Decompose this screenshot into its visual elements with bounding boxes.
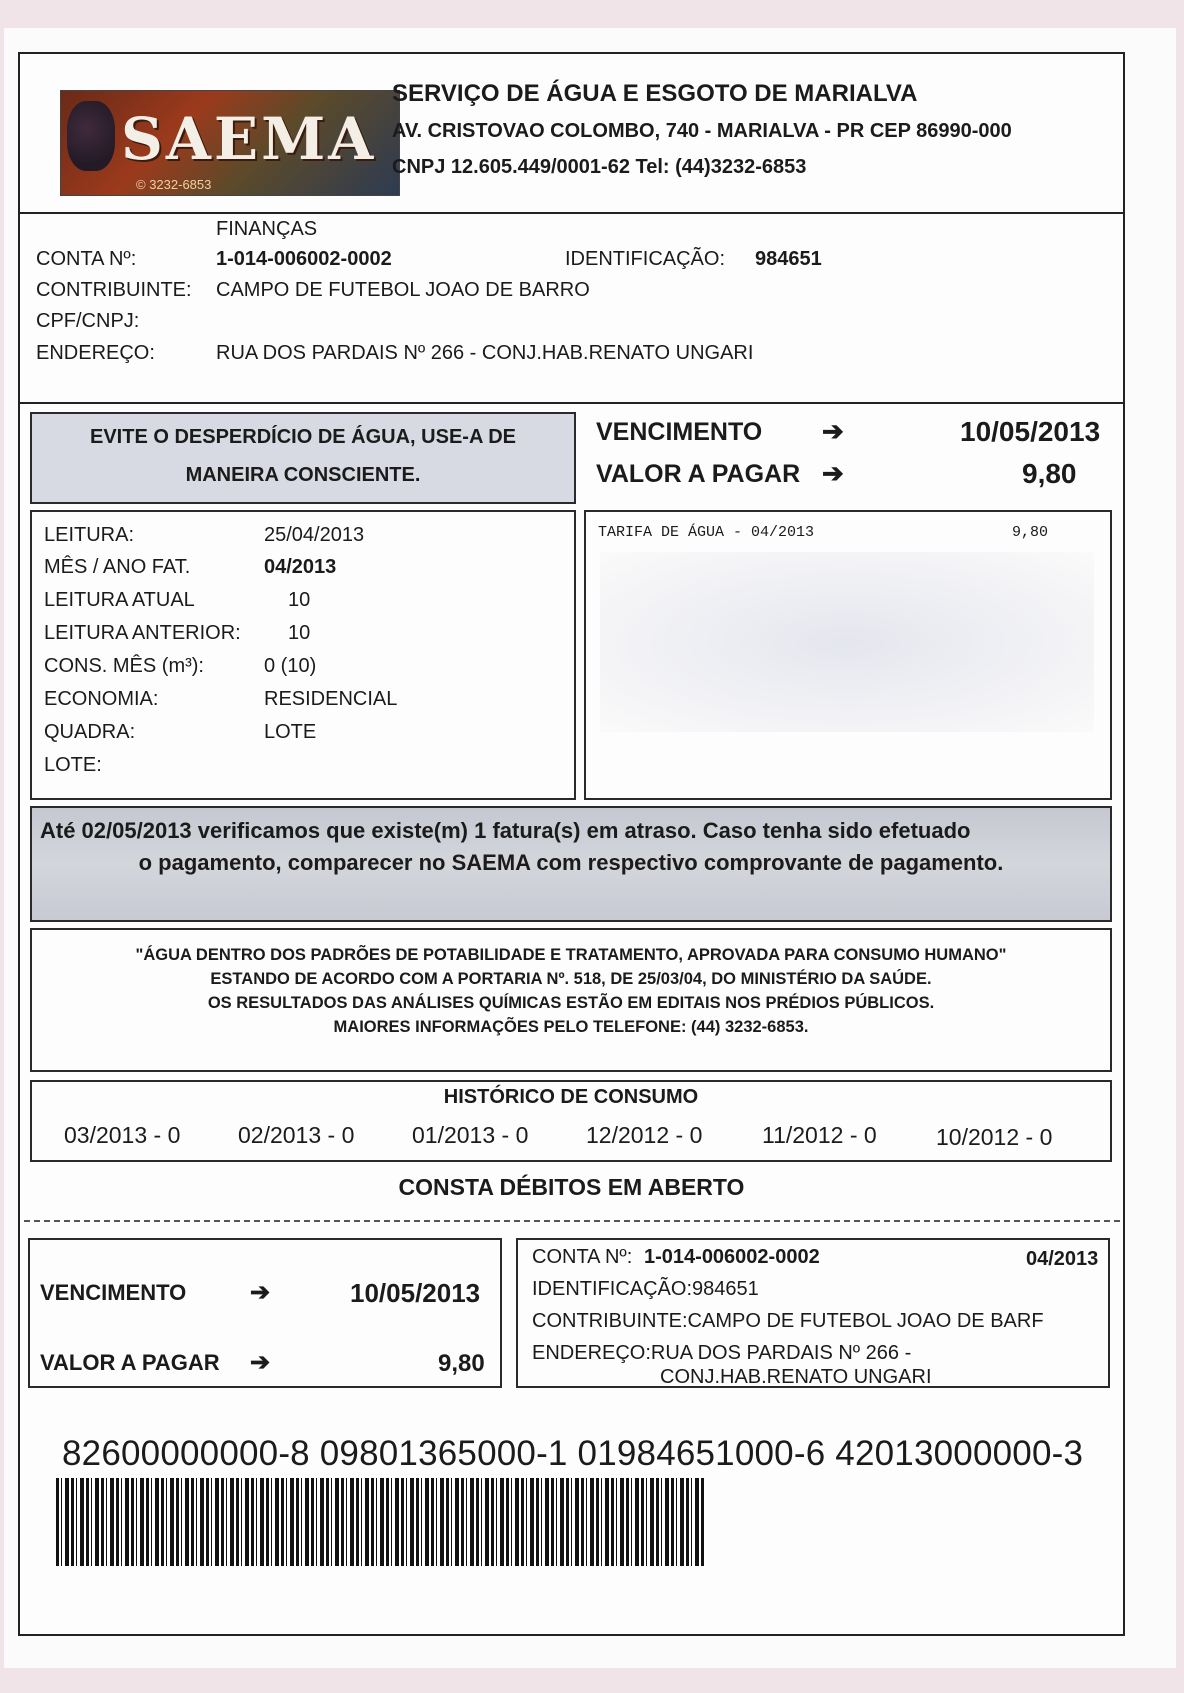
account-divider xyxy=(20,402,1123,404)
identificacao-value: 984651 xyxy=(755,248,822,270)
cut-line xyxy=(24,1220,1120,1222)
company-cnpj: CNPJ 12.605.449/0001-62 Tel: (44)3232-6853 xyxy=(392,156,807,178)
reading-label-5: ECONOMIA: xyxy=(44,688,159,710)
reading-value-0: 25/04/2013 xyxy=(264,524,365,546)
stub-conta-period: 04/2013 xyxy=(1026,1248,1099,1270)
debts-notice: CONSTA DÉBITOS EM ABERTO xyxy=(398,1174,745,1200)
conta-value: 1-014-006002-0002 xyxy=(216,248,392,270)
vencimento-value: 10/05/2013 xyxy=(960,416,1101,447)
valor-value: 9,80 xyxy=(1022,458,1077,489)
stub-conta-label: CONTA Nº: xyxy=(532,1246,633,1268)
endereco-value: RUA DOS PARDAIS Nº 266 - CONJ.HAB.RENATO UNGARI xyxy=(216,342,754,364)
reading-value-6: LOTE xyxy=(264,721,317,743)
vencimento-label: VENCIMENTO xyxy=(596,418,763,446)
endereco-label: ENDEREÇO: xyxy=(36,342,155,364)
consumption-history-box xyxy=(30,1080,1112,1162)
financas-label: FINANÇAS xyxy=(216,218,318,240)
tariff-box xyxy=(584,510,1112,800)
stub-identificacao: IDENTIFICAÇÃO:984651 xyxy=(532,1278,759,1300)
reading-label-7: LOTE: xyxy=(44,754,102,776)
overdue-line2: o pagamento, comparecer no SAEMA com respectivo comprovante de pagamento. xyxy=(138,850,1004,875)
history-item-2: 01/2013 - 0 xyxy=(412,1122,529,1148)
stub-vencimento-value: 10/05/2013 xyxy=(350,1278,481,1308)
quality-line2: ESTANDO DE ACORDO COM A PORTARIA Nº. 518, DE 25/03/04, DO MINISTÉRIO DA SAÚDE. xyxy=(210,970,932,988)
identificacao-label: IDENTIFICAÇÃO: xyxy=(565,248,726,270)
overdue-notice xyxy=(30,806,1112,922)
reading-value-3: 10 xyxy=(288,622,311,644)
stub-payment-box xyxy=(28,1238,502,1388)
valor-arrow-icon: ➔ xyxy=(822,458,844,488)
company-name: SERVIÇO DE ÁGUA E ESGOTO DE MARIALVA xyxy=(392,80,918,107)
reading-label-3: LEITURA ANTERIOR: xyxy=(44,622,241,644)
stub-endereco-line2: CONJ.HAB.RENATO UNGARI xyxy=(660,1366,932,1388)
logo-text: SAEMA xyxy=(121,105,377,173)
saema-logo xyxy=(60,90,400,196)
history-title: HISTÓRICO DE CONSUMO xyxy=(443,1086,699,1108)
barcode-number: 82600000000-8 09801365000-1 01984651000-6 42013000000-3 xyxy=(62,1434,1084,1473)
reading-label-2: LEITURA ATUAL xyxy=(44,589,195,611)
reading-label-4: CONS. MÊS (m³): xyxy=(44,655,204,677)
stub-account-box xyxy=(516,1238,1110,1388)
history-item-4: 11/2012 - 0 xyxy=(762,1122,877,1148)
logo-phone: © 3232-6853 xyxy=(136,177,212,192)
tariff-value: 9,80 xyxy=(1012,524,1049,541)
stub-valor-label: VALOR A PAGAR xyxy=(40,1350,220,1375)
reading-value-2: 10 xyxy=(288,589,311,611)
header-divider xyxy=(20,212,1123,214)
reading-label-0: LEITURA: xyxy=(44,524,135,546)
waste-notice-line1: EVITE O DESPERDÍCIO DE ÁGUA, USE-A DE xyxy=(90,426,516,448)
barcode xyxy=(56,1478,706,1566)
waste-notice-line2: MANEIRA CONSCIENTE. xyxy=(185,464,421,486)
vencimento-arrow-icon: ➔ xyxy=(822,416,844,446)
reading-box xyxy=(30,510,576,800)
company-address: AV. CRISTOVAO COLOMBO, 740 - MARIALVA - PR CEP 86990-000 xyxy=(392,120,1012,142)
water-quality-box xyxy=(30,928,1112,1072)
stub-endereco-line1: ENDEREÇO:RUA DOS PARDAIS Nº 266 - xyxy=(532,1342,912,1364)
watermark-image xyxy=(600,552,1094,732)
reading-label-6: QUADRA: xyxy=(44,721,136,743)
contribuinte-label: CONTRIBUINTE: xyxy=(36,279,192,301)
reading-value-4: 0 (10) xyxy=(264,655,317,677)
reading-value-1: 04/2013 xyxy=(264,556,337,578)
quality-line1: "ÁGUA DENTRO DOS PADRÕES DE POTABILIDADE E TRATAMENTO, APROVADA PARA CONSUMO HUMANO" xyxy=(135,946,1007,964)
history-item-0: 03/2013 - 0 xyxy=(64,1122,181,1148)
stub-conta-value: 1-014-006002-0002 xyxy=(644,1246,820,1268)
reading-label-1: MÊS / ANO FAT. xyxy=(44,556,191,578)
conta-label: CONTA Nº: xyxy=(36,248,137,270)
stub-valor-value: 9,80 xyxy=(438,1350,485,1377)
reading-value-5: RESIDENCIAL xyxy=(264,688,398,710)
stub-vencimento-arrow-icon: ➔ xyxy=(250,1279,271,1306)
tariff-label: TARIFA DE ÁGUA - 04/2013 xyxy=(598,524,815,541)
quality-line4: MAIORES INFORMAÇÕES PELO TELEFONE: (44) 3232-6853. xyxy=(333,1018,809,1036)
stub-vencimento-label: VENCIMENTO xyxy=(40,1280,187,1305)
history-item-3: 12/2012 - 0 xyxy=(586,1122,703,1148)
grapes-icon xyxy=(67,101,115,171)
bill-frame xyxy=(18,52,1125,1636)
history-item-5: 10/2012 - 0 xyxy=(936,1124,1053,1150)
cpf-label: CPF/CNPJ: xyxy=(36,310,140,332)
waste-notice-box xyxy=(30,412,576,504)
quality-line3: OS RESULTADOS DAS ANÁLISES QUÍMICAS ESTÃO EM EDITAIS NOS PRÉDIOS PÚBLICOS. xyxy=(207,994,935,1012)
history-item-1: 02/2013 - 0 xyxy=(238,1122,355,1148)
overdue-line1: Até 02/05/2013 verificamos que existe(m) 1 fatura(s) em atraso. Caso tenha sido efetuado xyxy=(40,818,971,843)
valor-label: VALOR A PAGAR xyxy=(596,460,801,488)
contribuinte-value: CAMPO DE FUTEBOL JOAO DE BARRO xyxy=(216,279,590,301)
stub-valor-arrow-icon: ➔ xyxy=(250,1349,271,1376)
stub-contribuinte: CONTRIBUINTE:CAMPO DE FUTEBOL JOAO DE BARF xyxy=(532,1310,1044,1332)
